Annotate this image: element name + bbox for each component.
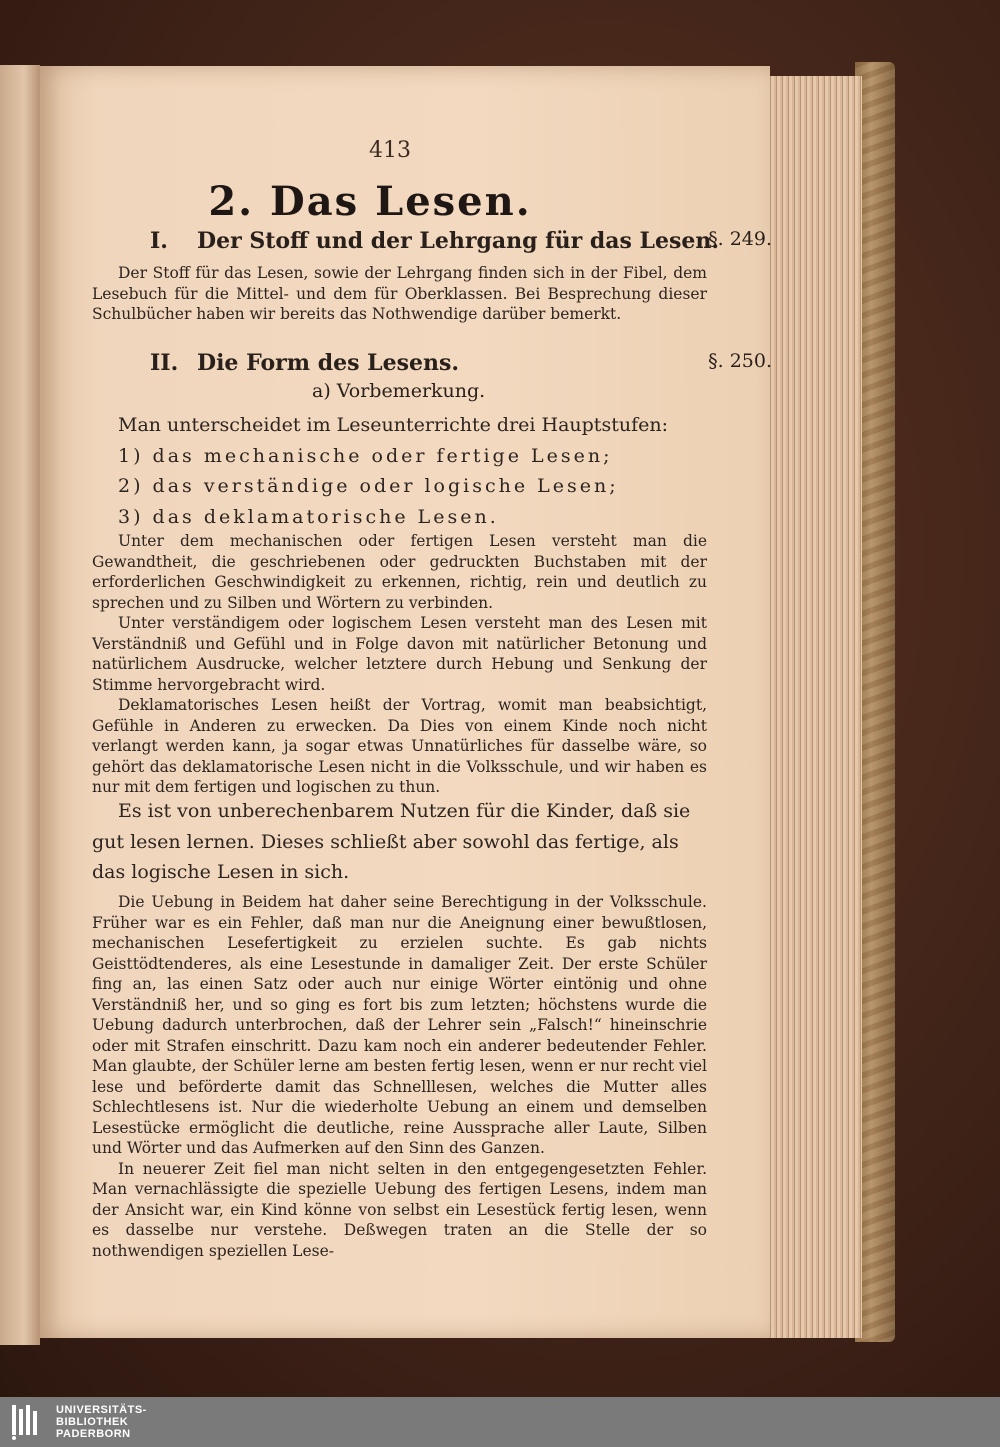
stages-intro: Man unterscheidet im Leseunterrichte drei Hauptstufen:	[118, 414, 668, 436]
section1-text: Der Stoff für das Lesen, sowie der Lehrgang finden sich in der Fibel, dem Lesebuch für die Mittel- und dem für Oberklassen. Bei Besprechung dieser Schulbücher haben wir bereits das Nothwendige darüber bemerkt.	[92, 264, 707, 323]
section-numeral: I.	[150, 228, 168, 254]
chapter-title: 2. Das Lesen.	[208, 178, 532, 225]
paragraph: In neuerer Zeit fiel man nicht selten in den entgegengesetzten Fehler. Man vernachlässigte die spezielle Uebung des fertigen Lesens, indem man der Ansicht war, ein Kind könne von selbst ein Lesestück fertig lesen, wenn es dasselbe nur verstehe. Deßwegen traten an die Stelle der so nothwendigen speziellen Lese-	[92, 1159, 707, 1260]
page-number: 413	[369, 138, 411, 163]
paragraph: Deklamatorisches Lesen heißt der Vortrag, womit man beabsichtigt, Gefühle in Anderen zu erwecken. Da Dies von einem Kinde noch nicht verlangt werden kann, ja sogar etwas Unnatürliches für dasselbe wäre, so gehört das deklamatorische Lesen nicht in die Volksschule, und wir haben es nur mit dem fertigen und logischen zu thun.	[92, 696, 707, 796]
facing-page-edge	[0, 65, 40, 1345]
library-name-line: BIBLIOTHEK	[56, 1416, 129, 1428]
library-footer	[0, 1397, 1000, 1447]
stages-block	[92, 410, 707, 532]
paragraph-ref: §. 250.	[708, 350, 772, 372]
library-name-line: UNIVERSITÄTS-	[56, 1404, 147, 1416]
stage-item: 2) das verständige oder logische Lesen;	[118, 475, 619, 497]
paragraph: Unter verständigem oder logischem Lesen versteht man des Lesen mit Verständniß und Gefühl und in Folge davon mit natürlicher Betonung und natürlichem Ausdrucke, welcher letztere durch Hebung und Senkung der Stimme hervorgebracht wird.	[92, 614, 707, 694]
section-heading-1	[150, 228, 772, 254]
paragraph: Die Uebung in Beidem hat daher seine Berechtigung in der Volksschule. Früher war es ein Fehler, daß man nur die Aneignung einer bewußtlosen, mechanischen Lesefertigkeit zu erzielen suchte. Es gab nichts Geisttödtenderes, als eine Lesestunde in damaliger Zeit. Der erste Schüler fing an, las einen Satz oder auch nur einige Wörter eintönig und ohne Verständniß her, und so ging es fort bis zum letzten; höchstens wurde die Uebung dadurch unterbrochen, daß der Lehrer sein „Falsch!“ hineinschrie oder mit Strafen einschritt. Dazu kam noch ein anderer bedeutender Fehler. Man glaubte, der Schüler lerne am besten fertig lesen, wenn er nur recht viel lese und beförderte damit das Schnelllesen, welches die Mutter alles Schlechtlesens ist. Nur die wiederholte Uebung an einem und demselben Lesestücke ermöglicht die deutliche, reine Aussprache aller Laute, Silben und Wörter und das Aufmerken auf den Sinn des Ganzen.	[92, 893, 707, 1157]
definitions-block	[92, 531, 707, 798]
paragraph: Unter dem mechanischen oder fertigen Lesen versteht man die Gewandtheit, die geschriebenen oder gedruckten Buchstaben mit der erforderlichen Geschwindigkeit zu erkennen, richtig, rein und deutlich zu sprechen und zu Silben und Wörtern zu verbinden.	[92, 532, 707, 612]
library-name-line: PADERBORN	[56, 1428, 131, 1440]
section-heading-2	[150, 350, 772, 376]
book-page	[40, 66, 770, 1338]
emphasis-paragraph	[92, 796, 707, 888]
section-title: Der Stoff und der Lehrgang für das Lesen.	[197, 228, 720, 254]
paragraph-ref: §. 249.	[708, 228, 772, 250]
page-edges	[768, 76, 862, 1338]
body-block	[92, 892, 707, 1261]
library-logo-icon	[8, 1403, 46, 1441]
section-title: Die Form des Lesens.	[197, 350, 460, 376]
section-numeral: II.	[150, 350, 179, 376]
stage-item: 3) das deklamatorische Lesen.	[118, 505, 499, 528]
library-name	[56, 1404, 147, 1440]
stage-item: 1) das mechanische oder fertige Lesen;	[118, 444, 613, 467]
subheading: a) Vorbemerkung.	[312, 380, 486, 402]
paragraph: Es ist von unberechenbarem Nutzen für die Kinder, daß sie gut lesen lernen. Dieses schließt aber sowohl das fertige, als das logische Lesen in sich.	[92, 800, 691, 883]
